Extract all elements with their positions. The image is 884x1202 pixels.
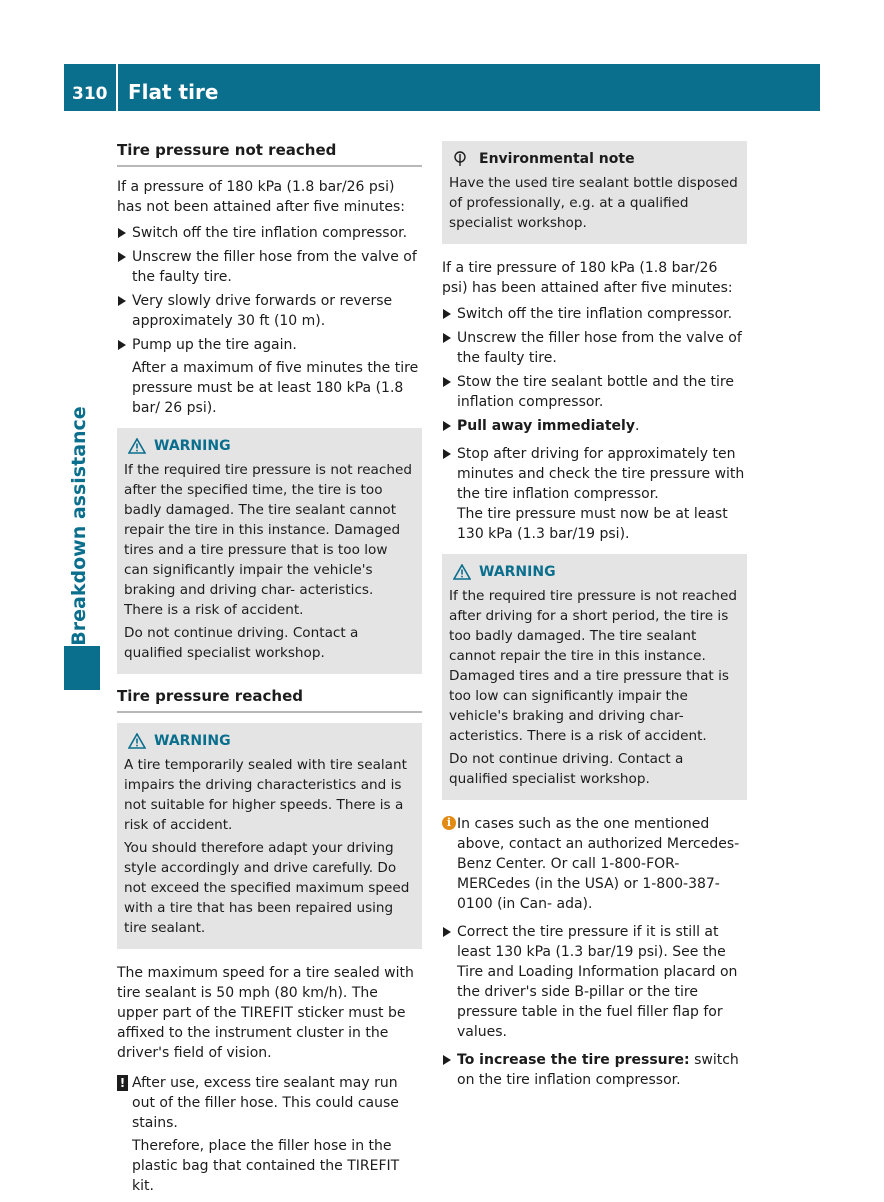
page-title: Flat tire [128, 80, 219, 104]
page-header [64, 64, 820, 111]
notice-text: Therefore, place the filler hose in the plastic bag that contained the TIREFIT kit. [132, 1138, 400, 1194]
step-item: Very slowly drive forwards or reverse approximately 30 ft (10 m). [117, 291, 422, 331]
step-result: The tire pressure must now be at least 130 kPa (1.3 bar/19 psi). [457, 506, 728, 542]
warning-text: If the required tire pressure is not reached after driving for a short period, the tire is too badly damaged. The tire sealant cannot repair the tire in this instance. Damaged tires and a tire pressure that is too low can significantly impair the vehicle's braking and driving char- acteristics. There is a risk of accident. [449, 588, 737, 744]
left-column [117, 140, 422, 1202]
notice-text: After use, excess tire sealant may run out of the filler hose. This could cause stains. [132, 1075, 399, 1131]
page-number: 310 [72, 84, 108, 104]
warning-box [117, 723, 422, 949]
step-item: Correct the tire pressure if it is still at least 130 kPa (1.3 bar/19 psi). See the Tire and Loading Information placard on the driver's side B-pillar or the tire pressure table in the fuel filler flap for values. [442, 922, 747, 1042]
increase-label: To increase the tire pressure: [457, 1052, 690, 1068]
step-item: Pull away immediately. [442, 416, 747, 436]
side-tab-marker [64, 646, 100, 690]
pull-away-text: Pull away immediately [457, 418, 635, 434]
section-heading-not-reached: Tire pressure not reached [117, 140, 422, 167]
max-speed-paragraph: The maximum speed for a tire sealed with tire sealant is 50 mph (80 km/h). The upper part of the TIREFIT sticker must be affixed to the instrument cluster in the driver's field of vision. [117, 965, 414, 1061]
warning-text: You should therefore adapt your driving style accordingly and drive carefully. Do not exceed the specified maximum speed with a tire that has been repaired using tire sealant. [124, 840, 410, 936]
info-item [442, 814, 747, 914]
step-item: Unscrew the filler hose from the valve of the faulty tire. [117, 247, 422, 287]
exclamation-icon: ! [117, 1075, 128, 1091]
step-item: Stow the tire sealant bottle and the tire inflation compressor. [442, 372, 747, 412]
warning-icon [128, 438, 146, 454]
side-tab-label: Breakdown assistance [68, 406, 90, 646]
step-item: Unscrew the filler hose from the valve of the faulty tire. [442, 328, 747, 368]
warning-text: If the required tire pressure is not reached after the specified time, the tire is too badly damaged. The tire sealant cannot repair the tire in this instance. Damaged tires and a tire pressure that is too low can significantly impair the vehicle's braking and driving char- acteristics. There is a risk of accident. [124, 462, 412, 618]
warning-icon [128, 733, 146, 749]
info-text: In cases such as the one mentioned above, contact an authorized Mercedes- Benz Center. Or call 1-800-FOR-MERCedes (in the USA) or 1-800-387-0100 (in Can- ada). [457, 816, 740, 912]
header-divider [116, 64, 118, 111]
step-item [117, 335, 422, 418]
step-item: Switch off the tire inflation compressor. [117, 223, 422, 243]
warning-text: A tire temporarily sealed with tire sealant impairs the driving characteristics and is not suitable for higher speeds. There is a risk of accident. [124, 757, 407, 833]
env-note-title: Environmental note [479, 151, 635, 167]
step-item [442, 1050, 747, 1090]
env-note-text: Have the used tire sealant bottle disposed of professionally, e.g. at a qualified specialist workshop. [449, 175, 738, 231]
section-heading-reached: Tire pressure reached [117, 686, 422, 713]
step-text: Pump up the tire again. [132, 337, 297, 353]
step-item: Switch off the tire inflation compressor. [442, 304, 747, 324]
warning-header [128, 731, 415, 751]
increase-text: switch on the tire inflation compressor. [457, 1052, 739, 1088]
environmental-note-box [442, 141, 747, 244]
warning-text: Do not continue driving. Contact a qualified specialist workshop. [124, 625, 359, 661]
warning-icon [453, 564, 471, 580]
warning-title: WARNING [479, 564, 556, 580]
step-item [442, 444, 747, 544]
step-result: After a maximum of five minutes the tire pressure must be at least 180 kPa (1.8 bar/ 26 psi). [132, 360, 419, 416]
step-text: Stop after driving for approximately ten minutes and check the tire pressure with the tire inflation compressor. [457, 446, 745, 502]
warning-box [117, 428, 422, 674]
warning-title: WARNING [154, 733, 231, 749]
env-note-header [453, 149, 740, 169]
section-intro: If a pressure of 180 kPa (1.8 bar/26 psi) has not been attained after five minutes: [117, 179, 405, 215]
warning-text: Do not continue driving. Contact a qualified specialist workshop. [449, 751, 684, 787]
notice-item [117, 1073, 422, 1196]
right-column [442, 141, 747, 1094]
warning-box [442, 554, 747, 800]
warning-header [453, 562, 740, 582]
warning-header [128, 436, 415, 456]
section-intro: If a tire pressure of 180 kPa (1.8 bar/26 psi) has been attained after five minutes: [442, 260, 733, 296]
leaf-icon [453, 151, 467, 167]
warning-title: WARNING [154, 438, 231, 454]
info-icon: i [442, 816, 456, 830]
